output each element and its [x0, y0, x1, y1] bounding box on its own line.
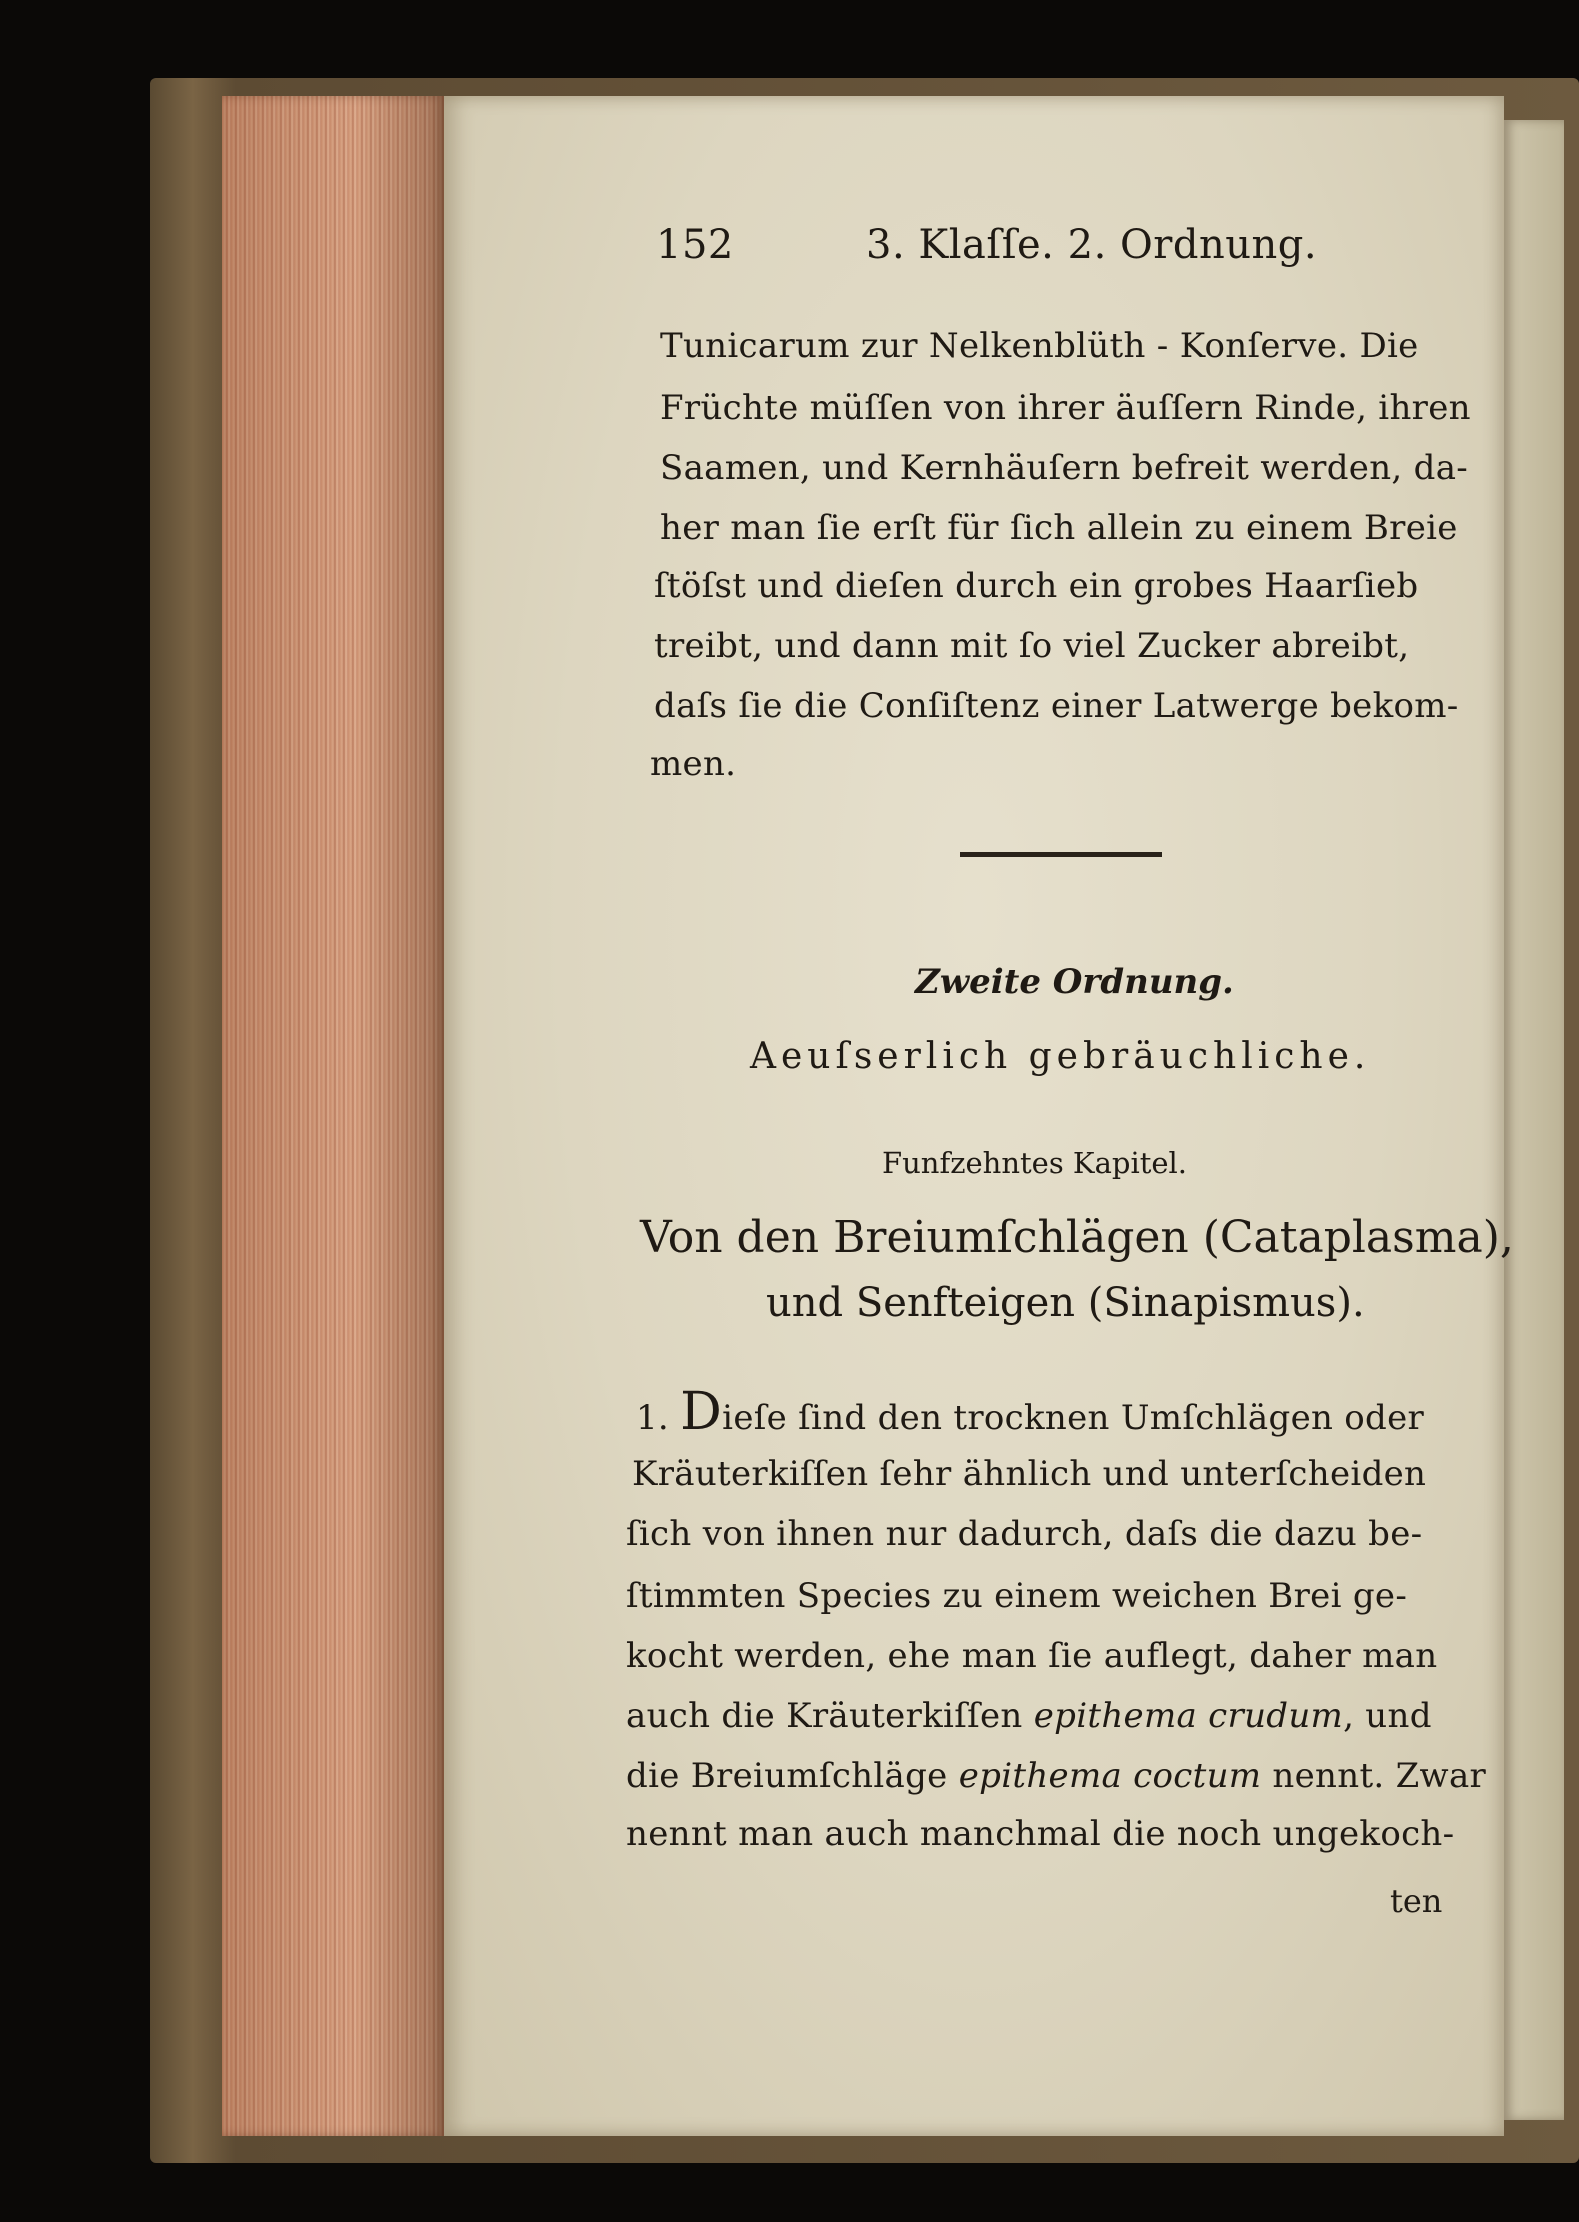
section-divider	[960, 852, 1162, 857]
text-line	[626, 1756, 1486, 1796]
catchword: ten	[1390, 1882, 1443, 1920]
text-line: kocht werden, ehe man ſie auflegt, daher man	[626, 1636, 1438, 1676]
first-line-text: ieſe ſind den trocknen Umſchlägen oder	[722, 1398, 1425, 1438]
text-line: treibt, und dann mit ſo viel Zucker abreibt,	[654, 626, 1410, 666]
chapter-heading-line-1: Von den Breiumſchlägen (Cataplasma),	[640, 1212, 1514, 1263]
text-line: daſs ſie die Conſiſtenz einer Latwerge bekom-	[654, 686, 1459, 726]
latin-term: epithema coctum	[958, 1756, 1262, 1796]
text-line: Saamen, und Kernhäuſern befreit werden, da-	[660, 448, 1469, 488]
line-text: , und	[1343, 1696, 1432, 1736]
latin-term: epithema crudum	[1033, 1696, 1344, 1736]
running-title: 3. Klaſſe. 2. Ordnung.	[866, 222, 1318, 268]
text-line: nennt man auch manchmal die noch ungekoch-	[626, 1814, 1455, 1854]
text-line-first	[636, 1382, 1424, 1442]
page-edge-shading	[222, 96, 444, 2136]
text-line: ſtimmten Species zu einem weichen Brei ge-	[626, 1576, 1408, 1616]
line-text: auch die Kräuterkiſſen	[626, 1696, 1034, 1736]
line-text: die Breiumſchläge	[626, 1756, 959, 1796]
text-line: Früchte müſſen von ihrer äuſſern Rinde, ihren	[660, 388, 1471, 428]
text-line: Kräuterkiſſen ſehr ähnlich und unterſcheiden	[632, 1454, 1427, 1494]
drop-cap: D	[680, 1382, 723, 1442]
page-edges	[222, 96, 444, 2136]
facing-page-edge	[1504, 120, 1564, 2120]
text-line: Tunicarum zur Nelkenblüth - Konſerve. Die	[660, 326, 1419, 366]
chapter-label: Funfzehntes Kapitel.	[882, 1146, 1188, 1180]
running-head	[656, 222, 1317, 268]
text-line: ſtöſst und dieſen durch ein grobes Haarſieb	[654, 566, 1419, 606]
chapter-heading-line-2: und Senfteigen (Sinapismus).	[766, 1280, 1365, 1326]
line-text: nennt. Zwar	[1261, 1756, 1487, 1796]
text-line	[626, 1696, 1432, 1736]
text-line: ſich von ihnen nur dadurch, daſs die dazu be-	[626, 1514, 1423, 1554]
paragraph-number: 1.	[636, 1398, 670, 1438]
page-number: 152	[656, 222, 734, 268]
text-line: men.	[650, 744, 737, 784]
text-line: her man ſie erſt für ſich allein zu einem Breie	[660, 508, 1458, 548]
order-subtitle: Aeuſserlich gebräuchliche.	[750, 1036, 1371, 1077]
order-title: Zweite Ordnung.	[915, 962, 1234, 1002]
